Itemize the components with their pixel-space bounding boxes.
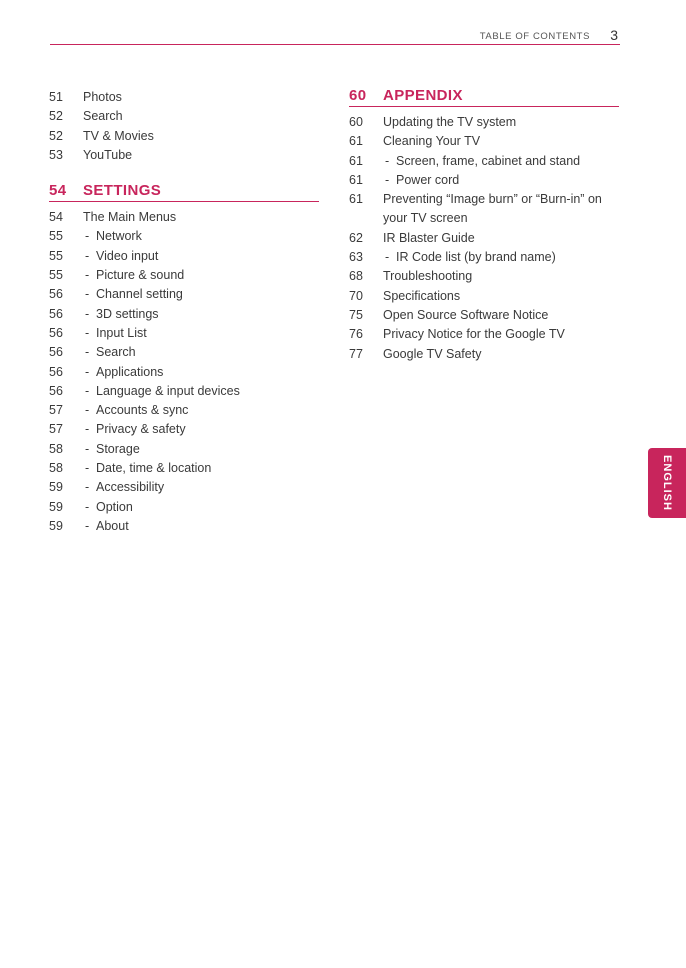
toc-entry[interactable] <box>49 247 319 266</box>
toc-entry-label: Photos <box>83 90 122 104</box>
toc-entry-label: your TV screen <box>383 211 468 226</box>
toc-entry-label: Option <box>96 499 133 514</box>
toc-entry[interactable] <box>49 127 319 146</box>
toc-entry-text <box>83 305 319 324</box>
header-title: TABLE OF CONTENTS <box>479 31 590 42</box>
toc-entry-text <box>83 517 319 536</box>
toc-page-number: 56 <box>49 364 63 379</box>
toc-page-number: 57 <box>49 403 63 418</box>
sub-item-marker: - <box>85 364 90 379</box>
toc-entry-text <box>383 190 619 209</box>
sub-item-marker: - <box>85 287 90 302</box>
toc-entry-label: Picture & sound <box>96 268 185 283</box>
toc-page-number: 59 <box>49 499 63 514</box>
toc-entry[interactable] <box>49 459 319 478</box>
toc-page-number: 58 <box>49 461 63 476</box>
toc-entry-text <box>383 113 619 132</box>
toc-entry-text <box>383 132 619 151</box>
toc-page-number: 61 <box>349 134 363 149</box>
left-column <box>49 88 319 536</box>
toc-page-number: 61 <box>349 153 363 168</box>
toc-page-number: 55 <box>49 248 63 263</box>
toc-entry-text <box>83 127 319 146</box>
toc-entry[interactable] <box>349 171 619 190</box>
toc-entry[interactable] <box>49 227 319 246</box>
toc-entry-label: Date, time & location <box>96 461 212 476</box>
sub-item-marker: - <box>385 153 390 168</box>
toc-entry[interactable] <box>49 343 319 362</box>
toc-page-number: 58 <box>49 441 63 456</box>
toc-entry-label: Accounts & sync <box>96 403 189 418</box>
section-title: SETTINGS <box>83 182 162 200</box>
toc-entry[interactable] <box>49 88 319 107</box>
toc-entry[interactable] <box>49 401 319 420</box>
toc-entry-text <box>83 440 319 459</box>
toc-entry-label: Channel setting <box>96 287 183 302</box>
toc-entry-label: IR Code list (by brand name) <box>396 250 556 265</box>
toc-entry-text <box>83 227 319 246</box>
toc-entry[interactable] <box>49 107 319 126</box>
toc-entry[interactable] <box>349 209 619 228</box>
toc-entry-label: Specifications <box>383 288 461 303</box>
toc-entry[interactable] <box>49 208 319 227</box>
toc-entry-label: Input List <box>96 325 147 340</box>
toc-page-number: 56 <box>49 287 63 302</box>
toc-entry-label: The Main Menus <box>83 210 177 225</box>
toc-entry[interactable] <box>49 478 319 497</box>
toc-entry[interactable] <box>49 420 319 439</box>
toc-entry-label: TV & Movies <box>83 128 154 143</box>
toc-entry-text <box>383 306 619 325</box>
toc-entry-text <box>83 401 319 420</box>
toc-page-number: 53 <box>49 147 63 162</box>
sub-item-marker: - <box>85 345 90 360</box>
toc-page-number: 52 <box>49 109 63 124</box>
toc-entry[interactable] <box>349 152 619 171</box>
toc-entry-label: Power cord <box>396 172 460 187</box>
toc-page-number: 57 <box>49 422 63 437</box>
toc-page-number: 76 <box>349 327 363 342</box>
toc-entry[interactable] <box>49 363 319 382</box>
toc-entry-text <box>83 88 319 107</box>
section-title: APPENDIX <box>383 87 463 104</box>
toc-entry[interactable] <box>49 305 319 324</box>
toc-entry-label: Privacy & safety <box>96 422 186 437</box>
sub-item-marker: - <box>85 306 90 321</box>
toc-page-number <box>349 209 383 228</box>
toc-entry-text <box>83 247 319 266</box>
toc-entry-label: Open Source Software Notice <box>383 307 549 322</box>
toc-page-number: 68 <box>349 269 363 284</box>
sub-item-marker: - <box>85 383 90 398</box>
toc-entry[interactable] <box>49 266 319 285</box>
toc-entry-text <box>383 171 619 190</box>
toc-entry-text <box>383 152 619 171</box>
toc-entry-label: Accessibility <box>96 480 165 495</box>
toc-page-number: 60 <box>349 115 363 129</box>
toc-entry-text <box>83 266 319 285</box>
toc-entry-label: Search <box>96 345 136 360</box>
sub-item-marker: - <box>85 518 90 533</box>
toc-entry-label: Screen, frame, cabinet and stand <box>396 153 581 168</box>
language-label: ENGLISH <box>661 455 673 511</box>
right-column <box>349 87 619 364</box>
toc-entry[interactable] <box>349 325 619 344</box>
toc-entry[interactable] <box>49 324 319 343</box>
settings-entries <box>49 208 319 536</box>
toc-page-number: 54 <box>49 210 63 225</box>
toc-entry[interactable] <box>49 517 319 536</box>
toc-entry-text <box>83 107 319 126</box>
toc-page-number: 63 <box>349 250 363 265</box>
toc-entry-text <box>383 267 619 286</box>
toc-page-number: 56 <box>49 345 63 360</box>
toc-entry[interactable] <box>349 345 619 364</box>
toc-entry-label: Preventing “Image burn” or “Burn-in” on <box>383 192 602 207</box>
sub-item-marker: - <box>85 403 90 418</box>
toc-entry-label: IR Blaster Guide <box>383 230 475 245</box>
toc-entry-text <box>83 146 319 165</box>
sub-item-marker: - <box>385 172 390 187</box>
toc-page-number: 52 <box>49 128 63 143</box>
toc-page-number: 62 <box>349 230 363 245</box>
toc-entry-label: YouTube <box>83 147 133 162</box>
toc-page-number: 56 <box>49 383 63 398</box>
toc-entry-label: Language & input devices <box>96 383 240 398</box>
toc-entry[interactable] <box>349 132 619 151</box>
page-number: 3 <box>610 27 618 43</box>
settings-section-heading <box>49 182 319 202</box>
toc-entry-text <box>83 285 319 304</box>
toc-entry[interactable] <box>349 113 619 132</box>
toc-entry-label: Applications <box>96 364 164 379</box>
toc-entry[interactable] <box>49 285 319 304</box>
toc-entry[interactable] <box>349 267 619 286</box>
toc-page-number: 55 <box>49 229 63 244</box>
toc-entry-text <box>383 345 619 364</box>
toc-entry-text <box>83 420 319 439</box>
toc-entry-text <box>83 343 319 362</box>
toc-entry[interactable] <box>49 440 319 459</box>
toc-entry[interactable] <box>49 382 319 401</box>
sub-item-marker: - <box>85 325 90 340</box>
section-page-number: 60 <box>349 87 367 104</box>
toc-entry-label: Video input <box>96 248 159 263</box>
toc-page-number: 59 <box>49 480 63 495</box>
appendix-section-heading <box>349 87 619 107</box>
toc-entry-label: About <box>96 518 129 533</box>
toc-entry-text <box>383 209 619 228</box>
toc-entry-label: Cleaning Your TV <box>383 134 481 149</box>
toc-entry-text <box>83 459 319 478</box>
sub-item-marker: - <box>85 480 90 495</box>
toc-entry-text <box>83 478 319 497</box>
toc-entry-label: Search <box>83 109 123 124</box>
sub-item-marker: - <box>85 268 90 283</box>
appendix-entries <box>349 113 619 364</box>
sub-item-marker: - <box>85 422 90 437</box>
toc-entry-text <box>83 498 319 517</box>
toc-page-number: 77 <box>349 346 363 361</box>
toc-entry[interactable] <box>349 229 619 248</box>
sub-item-marker: - <box>85 461 90 476</box>
toc-entry-label: 3D settings <box>96 306 159 321</box>
toc-page-number: 75 <box>349 307 363 322</box>
page-header <box>50 26 620 45</box>
toc-entry[interactable] <box>349 287 619 306</box>
toc-page-number: 56 <box>49 325 63 340</box>
toc-entry-label: Network <box>96 229 142 244</box>
toc-entry-label: Updating the TV system <box>383 115 517 129</box>
toc-entry-text <box>383 248 619 267</box>
toc-page-number: 61 <box>349 172 363 187</box>
toc-page-number: 61 <box>349 192 363 207</box>
section-page-number: 54 <box>49 182 67 200</box>
toc-entry-label: Privacy Notice for the Google TV <box>383 327 565 342</box>
toc-page-number: 70 <box>349 288 363 303</box>
sub-item-marker: - <box>385 250 390 265</box>
sub-item-marker: - <box>85 229 90 244</box>
toc-entry-text <box>83 324 319 343</box>
language-side-tab <box>648 448 686 518</box>
toc-entry-text <box>83 382 319 401</box>
toc-entry-text <box>383 287 619 306</box>
toc-entry[interactable] <box>349 248 619 267</box>
toc-entry-text <box>383 229 619 248</box>
toc-entry-text <box>83 363 319 382</box>
left-top-entries <box>49 88 319 165</box>
toc-entry-text <box>83 208 319 227</box>
toc-entry[interactable] <box>349 306 619 325</box>
toc-entry[interactable] <box>349 190 619 209</box>
toc-page-number: 55 <box>49 268 63 283</box>
sub-item-marker: - <box>85 248 90 263</box>
toc-page-number: 59 <box>49 518 63 533</box>
toc-entry-text <box>383 325 619 344</box>
toc-entry-label: Storage <box>96 441 140 456</box>
toc-entry[interactable] <box>49 146 319 165</box>
sub-item-marker: - <box>85 441 90 456</box>
toc-entry-label: Troubleshooting <box>383 269 473 284</box>
toc-page-number: 56 <box>49 306 63 321</box>
sub-item-marker: - <box>85 499 90 514</box>
toc-entry-label: Google TV Safety <box>383 346 482 361</box>
toc-entry[interactable] <box>49 498 319 517</box>
toc-page-number: 51 <box>49 90 63 104</box>
